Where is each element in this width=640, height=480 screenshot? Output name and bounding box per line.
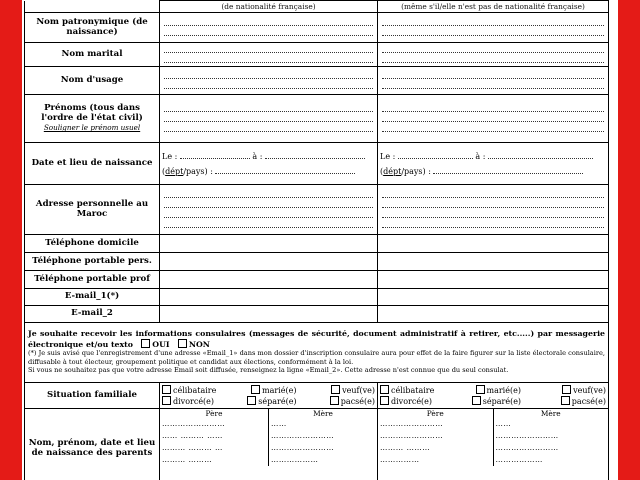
veuf-checkbox-2[interactable] — [562, 385, 571, 394]
veuf-checkbox-1[interactable] — [331, 385, 340, 394]
field-email2-1[interactable] — [160, 306, 378, 323]
field-adresse-2[interactable] — [378, 185, 609, 235]
mere-label-2: Mère — [540, 409, 561, 418]
celibataire-label-1: célibataire — [173, 385, 217, 395]
label-situation: Situation familiale — [25, 383, 160, 409]
label-email2: E-mail_2 — [25, 306, 160, 323]
dept-label-1: dépt — [165, 166, 184, 176]
row-tel-portable-prof — [25, 271, 609, 289]
form-sheet — [22, 0, 618, 480]
separe-checkbox-1[interactable] — [247, 396, 256, 405]
separe-label-2: séparé(e) — [482, 396, 522, 406]
field-prenoms-2[interactable] — [378, 95, 609, 143]
pacse-checkbox-1[interactable] — [330, 396, 339, 405]
field-nom-patronymique-2[interactable] — [378, 13, 609, 43]
row-parents — [25, 409, 609, 480]
registration-form-table — [24, 0, 609, 480]
row-email1 — [25, 289, 609, 306]
field-date-lieu-2[interactable]: Le : à : (dépt/pays) : — [378, 143, 609, 185]
label-email1: E-mail_1(*) — [25, 289, 160, 306]
label-tel-portable-prof: Téléphone portable prof — [25, 271, 160, 289]
row-tel-domicile — [25, 235, 609, 253]
row-prenoms — [25, 95, 609, 143]
separe-checkbox-2[interactable] — [472, 396, 481, 405]
marie-label-2: marié(e) — [486, 385, 521, 395]
label-prenoms-cell — [25, 95, 160, 143]
celibataire-checkbox-1[interactable] — [162, 385, 171, 394]
notice-note1: (*) Je suis avisé que l'enregistrement d'une adresse «Email_1» dans mon dossier d'inscription consulaire aura pour effet de la faire figurer sur la liste électorale consulaire, diffusable à tout électeur, groupement politique et candidat aux élections, conformément à la loi. — [28, 349, 605, 366]
row-adresse — [25, 185, 609, 235]
field-email2-2[interactable] — [378, 306, 609, 323]
field-nom-usage-2[interactable] — [378, 67, 609, 95]
situation-options-1 — [160, 383, 378, 409]
field-email1-1[interactable] — [160, 289, 378, 306]
row-nom-patronymique — [25, 13, 609, 43]
field-nom-patronymique-1[interactable] — [160, 13, 378, 43]
pacse-label-2: pacsé(e) — [571, 396, 606, 406]
label-nom-usage: Nom d'usage — [25, 67, 160, 95]
non-checkbox[interactable] — [178, 339, 187, 348]
celibataire-checkbox-2[interactable] — [380, 385, 389, 394]
label-prenoms: Prénoms (tous dans l'ordre de l'état civil) — [41, 103, 143, 123]
pere-label-2: Père — [426, 409, 444, 418]
field-adresse-1[interactable] — [160, 185, 378, 235]
veuf-label-2: veuf(ve) — [573, 385, 606, 395]
veuf-label-1: veuf(ve) — [342, 385, 375, 395]
label-tel-portable-pers: Téléphone portable pers. — [25, 253, 160, 271]
mere-column-1[interactable]: Mère …… …………………… …………………… ……………… — [269, 409, 378, 466]
row-situation — [25, 383, 609, 409]
pacse-checkbox-2[interactable] — [561, 396, 570, 405]
le-label-2: Le : — [380, 151, 396, 161]
pere-label-1: Père — [205, 409, 223, 418]
divorce-checkbox-1[interactable] — [162, 396, 171, 405]
dept-label-2: dépt — [383, 166, 402, 176]
divorce-checkbox-2[interactable] — [380, 396, 389, 405]
separe-label-1: séparé(e) — [258, 396, 297, 406]
mere-column-2[interactable]: Mère …… …………………… …………………… ……………… — [493, 409, 608, 466]
field-tel-portable-pers-2[interactable] — [378, 253, 609, 271]
row-email2 — [25, 306, 609, 323]
parents-cell-1 — [160, 409, 378, 480]
situation-options-2 — [378, 383, 609, 409]
field-tel-portable-prof-1[interactable] — [160, 271, 378, 289]
field-tel-portable-pers-1[interactable] — [160, 253, 378, 271]
label-prenoms-sub: Souligner le prénom usuel — [43, 123, 141, 133]
marie-checkbox-1[interactable] — [251, 385, 260, 394]
field-nom-marital-2[interactable] — [378, 43, 609, 67]
parents-cell-2 — [378, 409, 609, 480]
pere-column-2[interactable]: Père …………………… …………………… ……… ……… …………… — [378, 409, 493, 466]
row-nom-usage — [25, 67, 609, 95]
oui-checkbox[interactable] — [141, 339, 150, 348]
field-tel-domicile-2[interactable] — [378, 235, 609, 253]
marie-label-1: marié(e) — [262, 385, 297, 395]
field-nom-usage-1[interactable] — [160, 67, 378, 95]
a-label-2: à : — [475, 151, 486, 161]
notice-note2: Si vous ne souhaitez pas que votre adresse Email soit diffusée, renseignez la ligne «Email_2». Cette adresse n'est connue que du seul consulat. — [28, 366, 509, 375]
divorce-label-1: divorcé(e) — [173, 396, 215, 406]
field-email1-2[interactable] — [378, 289, 609, 306]
row-nom-marital — [25, 43, 609, 67]
divorce-label-2: divorcé(e) — [391, 396, 433, 406]
oui-label: OUI — [152, 339, 170, 349]
field-tel-portable-prof-2[interactable] — [378, 271, 609, 289]
label-nom-marital: Nom marital — [25, 43, 160, 67]
field-date-lieu-1[interactable]: Le : à : (dépt/pays) : — [160, 143, 378, 185]
label-adresse: Adresse personnelle au Maroc — [25, 185, 160, 235]
header-row — [25, 1, 609, 13]
marie-checkbox-2[interactable] — [476, 385, 485, 394]
field-tel-domicile-1[interactable] — [160, 235, 378, 253]
label-parents: Nom, prénom, date et lieu de naissance des parents — [25, 409, 160, 480]
label-nom-patronymique: Nom patronymique (de naissance) — [25, 13, 160, 43]
non-label: NON — [188, 339, 210, 349]
row-notice — [25, 323, 609, 383]
consular-notice — [25, 323, 609, 383]
field-nom-marital-1[interactable] — [160, 43, 378, 67]
pere-column-1[interactable]: Père …………………… …… ……… …… ……… ……… … ……… ……… — [160, 409, 269, 466]
pacse-label-1: pacsé(e) — [340, 396, 375, 406]
col2-header: (même s'il/elle n'est pas de nationalité française) — [378, 1, 609, 13]
col1-header: (de nationalité française) — [160, 1, 378, 13]
le-label-1: Le : — [162, 151, 178, 161]
pays-label-1: /pays) : — [183, 166, 213, 176]
row-tel-portable-pers — [25, 253, 609, 271]
celibataire-label-2: célibataire — [391, 385, 435, 395]
notice-main: Je souhaite recevoir les informations consulaires (messages de sécurité, document administratif à retirer, etc.....) par messagerie électronique et/ou texto — [28, 329, 605, 349]
a-label-1: à : — [252, 151, 263, 161]
row-date-lieu — [25, 143, 609, 185]
pays-label-2: /pays) : — [401, 166, 431, 176]
label-date-lieu: Date et lieu de naissance — [25, 143, 160, 185]
label-tel-domicile: Téléphone domicile — [25, 235, 160, 253]
field-prenoms-1[interactable] — [160, 95, 378, 143]
mere-label-1: Mère — [313, 409, 333, 418]
